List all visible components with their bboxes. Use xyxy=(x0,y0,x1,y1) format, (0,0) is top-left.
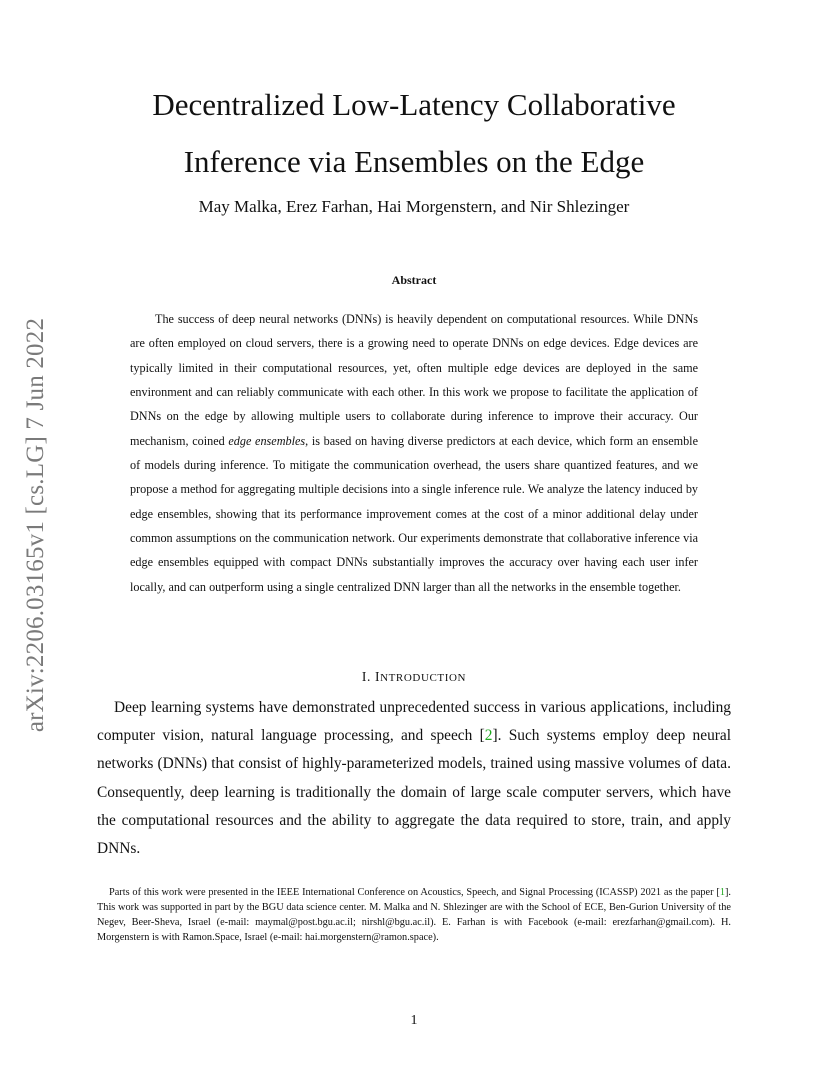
citation-link-2[interactable]: 2 xyxy=(484,727,493,745)
paper-title xyxy=(0,76,828,190)
introduction-paragraph xyxy=(97,694,731,863)
abstract-text-part-1: The success of deep neural networks (DNNs) is heavily dependent on computational resources. While DNNs are often employed on cloud servers, there is a growing need to operate DNNs on edge devices. Edge devices are typically limited in their computational resources, yet, often multiple edge devices are deployed in the same environment and can reliably communicate with each other. In this work we propose to facilitate the application of DNNs on the edge by allowing multiple users to collaborate during inference to improve their accuracy. Our mechanism, coined xyxy=(130,312,698,448)
footnote-text-part-1: Parts of this work were presented in the IEEE International Conference on Acoustics, Speech, and Signal Processing (ICASSP) 2021 as the paper [ xyxy=(109,887,720,898)
author-list: May Malka, Erez Farhan, Hai Morgenstern, and Nir Shlezinger xyxy=(198,197,630,216)
paper-title-line-2: Inference via Ensembles on the Edge xyxy=(183,144,645,179)
section-name-rest: NTRODUCTION xyxy=(380,672,467,684)
section-heading-introduction xyxy=(0,669,828,685)
intro-text-part-2: ]. Such systems employ deep neural networks (DNNs) that consist of highly-parameterized models, trained using massive volumes of data. Consequently, deep learning is traditionally the domain of large scale computer servers, which have the computational resources and the ability to aggregate the data required to store, train, and apply DNNs. xyxy=(97,727,732,858)
abstract-text-part-2: , is based on having diverse predictors at each device, which form an ensemble of models during inference. To mitigate the communication overhead, the users share quantized features, and we propose a method for aggregating multiple decisions into a single inference rule. We analyze the latency induced by edge ensembles, showing that its performance improvement comes at the cost of a minor additional delay under common assumptions on the communication network. Our experiments demonstrate that collaborative inference via edge ensembles equipped with compact DNNs substantially improves the accuracy over having each user infer locally, and can outperform using a single centralized DNN larger than all the networks in the ensemble together. xyxy=(130,433,698,594)
intro-text-part-1: Deep learning systems have demonstrated unprecedented success in various applications, including computer vision, natural language processing, and speech [ xyxy=(97,699,731,745)
footnote-text-part-2: ]. This work was supported in part by the BGU data science center. M. Malka and N. Shlezinger are with the School of ECE, Ben-Gurion University of the Negev, Beer-Sheva, Israel (e-mail: maymal@post.bgu.ac.il; nirshl@bgu.ac.il). E. Farhan is with Facebook (e-mail: erezfarhan@gmail.com). H. Morgenstern is with Ramon.Space, Israel (e-mail: hai.morgenstern@ramon.space). xyxy=(97,887,731,943)
citation-link-1[interactable]: 1 xyxy=(719,887,725,898)
paper-title-line-1: Decentralized Low-Latency Collaborative xyxy=(152,87,676,122)
abstract-body xyxy=(130,307,698,599)
section-number: I. xyxy=(361,669,371,684)
arxiv-identifier-stamp xyxy=(14,296,58,754)
abstract-heading: Abstract xyxy=(391,273,437,287)
footnote xyxy=(97,885,731,945)
abstract-emphasis: edge ensembles xyxy=(228,433,306,448)
arxiv-identifier-text: arXiv:2206.03165v1 [cs.LG] 7 Jun 2022 xyxy=(22,317,50,733)
section-name-initial: I xyxy=(374,669,381,684)
page-number: 1 xyxy=(410,1013,418,1028)
